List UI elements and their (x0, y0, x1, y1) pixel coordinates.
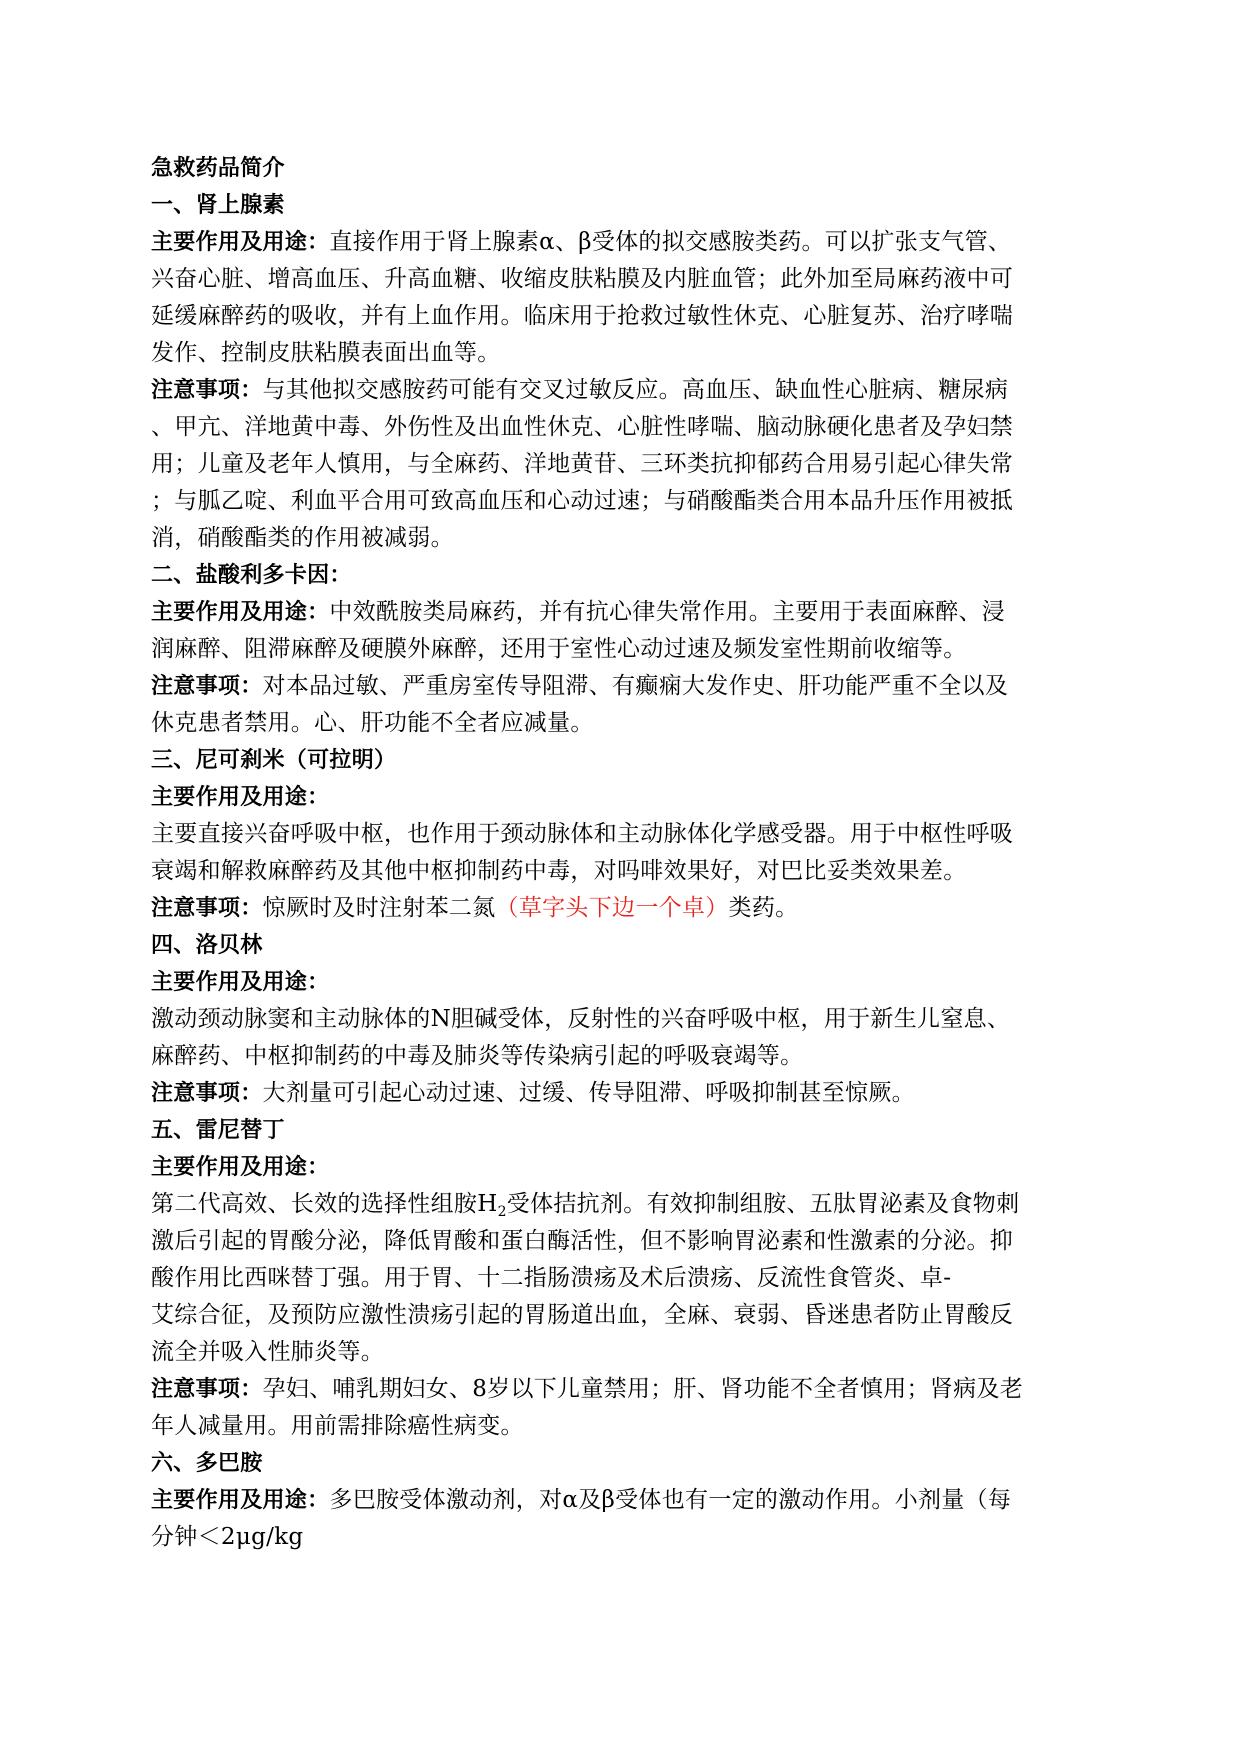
paragraph-line: 延缓麻醉药的吸收，并有上血作用。临床用于抢救过敏性休克、心脏复苏、治疗哮喘 (151, 303, 1014, 329)
paragraph-line (151, 1186, 1091, 1223)
document-title: 急救药品简介 (151, 156, 285, 181)
paragraph-line: 发作、控制皮肤粘膜表面出血等。 (151, 340, 501, 366)
paragraph-line: 消，硝酸酯类的作用被减弱。 (151, 525, 454, 551)
paragraph-line: 流全并吸入性肺炎等。 (151, 1339, 384, 1365)
paragraph-line: 衰竭和解救麻醉药及其他中枢抑制药中毒，对吗啡效果好，对巴比妥类效果差。 (151, 858, 967, 884)
text-span: 第二代高效、长效的选择性组胺H (151, 1191, 498, 1217)
paragraph-line: 麻醉药、中枢抑制药的中毒及肺炎等传染病引起的呼吸衰竭等。 (151, 1043, 804, 1069)
paragraph-line: 酸作用比西咪替丁强。用于胃、十二指肠溃疡及术后溃疡、反流性食管炎、卓- (151, 1265, 952, 1291)
text-span: 受体拮抗剂。有效抑制组胺、五肽胃泌素及食物刺 (506, 1191, 1020, 1217)
usage-label: 主要作用及用途： (151, 970, 330, 995)
red-annotation: （草字头下边一个卓） (495, 895, 729, 921)
section-heading-lidocaine: 二、盐酸利多卡因： (151, 563, 352, 588)
paragraph-line: 润麻醉、阻滞麻醉及硬膜外麻醉，还用于室性心动过速及频发室性期前收缩等。 (151, 636, 967, 662)
text-span: 惊厥时及时注射苯二氮 (262, 895, 496, 921)
paragraph-line: 主要直接兴奋呼吸中枢，也作用于颈动脉体和主动脉体化学感受器。用于中枢性呼吸 (151, 821, 1014, 847)
section-heading-ranitidine: 五、雷尼替丁 (151, 1118, 285, 1143)
caution-label: 注意事项： (151, 896, 263, 921)
paragraph-line (151, 890, 1091, 927)
caution-label: 注意事项： (151, 674, 263, 699)
paragraph-line: 激动颈动脉窦和主动脉体的N胆碱受体，反射性的兴奋呼吸中枢，用于新生儿窒息、 (151, 1006, 1011, 1032)
usage-label: 主要作用及用途： (151, 785, 330, 810)
text-span: 对本品过敏、严重房室传导阻滞、有癫痫大发作史、肝功能严重不全以及 (262, 673, 1009, 699)
text-span: 类药。 (728, 895, 799, 921)
document-page (151, 150, 1091, 1556)
paragraph-line: 分钟＜2μg/kg (151, 1524, 304, 1550)
paragraph-line: 年人减量用。用前需排除癌性病变。 (151, 1413, 524, 1439)
subscript: 2 (497, 1204, 507, 1220)
paragraph-line (151, 668, 1091, 705)
text-span: 多巴胺受体激动剂，对α及β受体也有一定的激动作用。小剂量（每 (329, 1487, 1012, 1513)
paragraph-line: ；与胍乙啶、利血平合用可致高血压和心动过速；与硝酸酯类合用本品升压作用被抵 (151, 488, 1014, 514)
usage-label: 主要作用及用途： (151, 600, 330, 625)
section-heading-dopamine: 六、多巴胺 (151, 1451, 263, 1476)
text-span: 中效酰胺类局麻药，并有抗心律失常作用。主要用于表面麻醉、浸 (329, 599, 1006, 625)
paragraph-line (151, 594, 1091, 631)
text-span: 孕妇、哺乳期妇女、8岁以下儿童禁用；肝、肾功能不全者慎用；肾病及老 (262, 1376, 1024, 1402)
paragraph-line: 、甲亢、洋地黄中毒、外伤性及出血性休克、心脏性哮喘、脑动脉硬化患者及孕妇禁 (151, 414, 1014, 440)
paragraph-line: 激后引起的胃酸分泌，降低胃酸和蛋白酶活性，但不影响胃泌素和性激素的分泌。抑 (151, 1228, 1014, 1254)
paragraph-line: 艾综合征，及预防应激性溃疡引起的胃肠道出血，全麻、衰弱、昏迷患者防止胃酸反 (151, 1302, 1014, 1328)
section-heading-nikethamide: 三、尼可刹米（可拉明） (151, 748, 397, 773)
paragraph-line: 兴奋心脏、增高血压、升高血糖、收缩皮肤粘膜及内脏血管；此外加至局麻药液中可 (151, 266, 1014, 292)
paragraph-line (151, 1075, 1091, 1112)
section-heading-lobeline: 四、洛贝林 (151, 933, 263, 958)
section-heading-adrenaline: 一、肾上腺素 (151, 193, 285, 218)
paragraph-line: 休克患者禁用。心、肝功能不全者应减量。 (151, 710, 594, 736)
text-span: 直接作用于肾上腺素α、β受体的拟交感胺类药。可以扩张支气管、 (329, 229, 1012, 255)
caution-label: 注意事项： (151, 378, 263, 403)
usage-label: 主要作用及用途： (151, 1488, 330, 1513)
text-span: 大剂量可引起心动过速、过缓、传导阻滞、呼吸抑制甚至惊厥。 (262, 1080, 915, 1106)
paragraph-line (151, 1371, 1091, 1408)
paragraph-line (151, 224, 1091, 261)
text-span: 与其他拟交感胺药可能有交叉过敏反应。高血压、缺血性心脏病、糖尿病 (262, 377, 1009, 403)
paragraph-line (151, 1482, 1091, 1519)
caution-label: 注意事项： (151, 1081, 263, 1106)
paragraph-line: 用；儿童及老年人慎用，与全麻药、洋地黄苷、三环类抗抑郁药合用易引起心律失常 (151, 451, 1014, 477)
paragraph-line (151, 372, 1091, 409)
usage-label: 主要作用及用途： (151, 230, 330, 255)
caution-label: 注意事项： (151, 1377, 263, 1402)
usage-label: 主要作用及用途： (151, 1155, 330, 1180)
